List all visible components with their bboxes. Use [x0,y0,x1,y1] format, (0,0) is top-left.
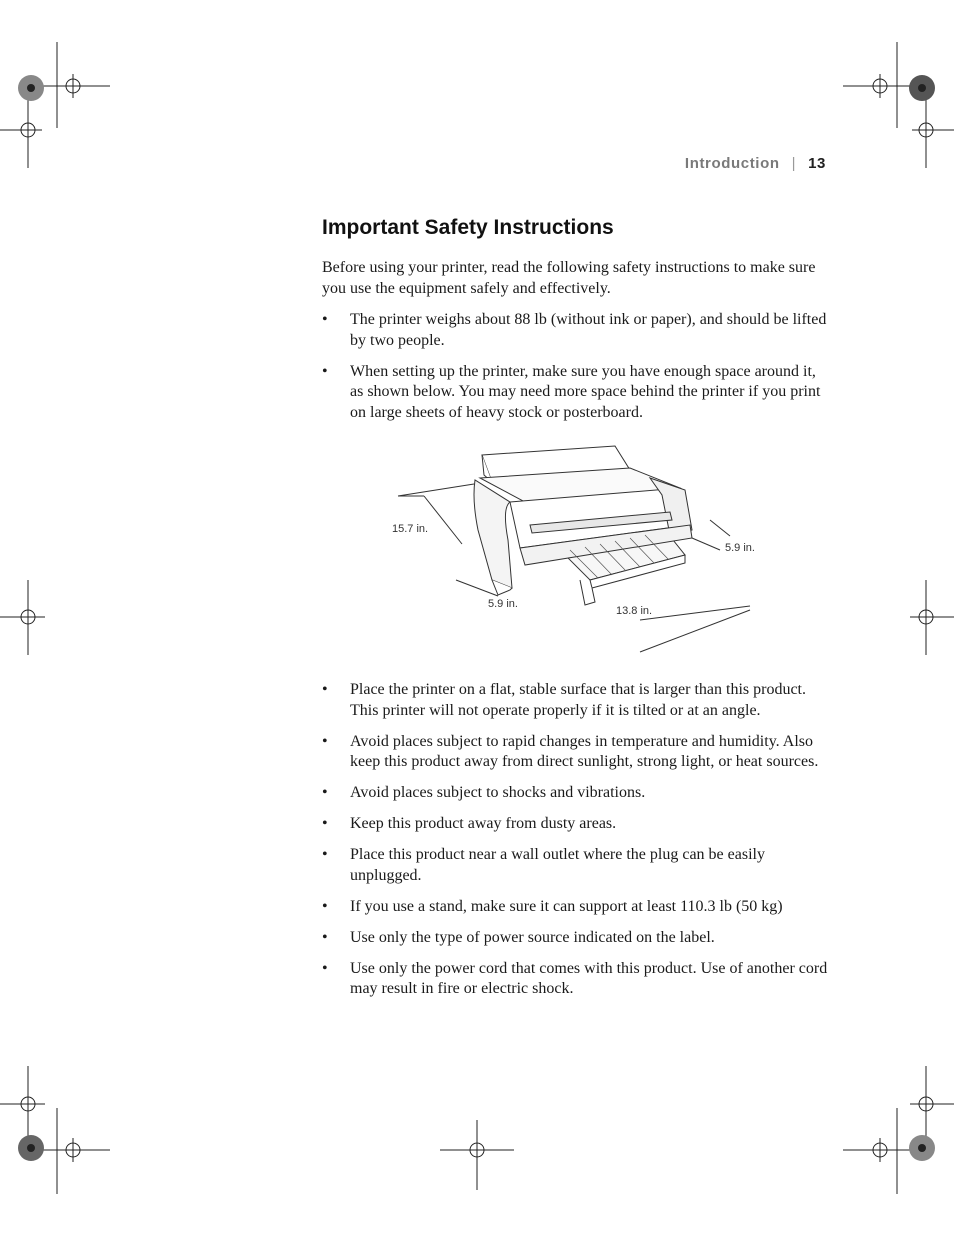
bullet-icon: • [322,362,328,380]
bullet-list-bottom [322,680,832,1010]
list-item [322,680,832,721]
bullet-icon: • [322,681,328,698]
intro-paragraph: Before using your printer, read the following safety instructions to make sure you use the equipment safely and effectively. [322,259,816,297]
list-item-text: Keep this product away from dusty areas. [350,815,617,832]
list-item [322,897,832,918]
header-separator: | [791,155,797,172]
list-item-text: Avoid places subject to shocks and vibrations. [350,784,646,801]
list-item-text: Use only the type of power source indicated on the label. [350,928,715,946]
printer-clearance-illustration [380,440,780,660]
list-item-text: The printer weighs about 88 lb (without ink or paper), and should be lifted by two people. [350,311,827,349]
bullet-icon: • [322,732,328,750]
list-item [322,362,832,424]
bullet-icon: • [322,959,328,977]
list-item [322,732,832,773]
list-item-text: Use only the power cord that comes with this product. Use of another cord may result in fire or electric shock. [350,959,828,997]
page-title: Important Safety Instructions [322,216,614,239]
list-item [322,310,832,351]
bullet-icon: • [322,846,328,863]
bullet-icon: • [322,815,328,832]
list-item-text: If you use a stand, make sure it can support at least 110.3 lb (50 kg) [350,897,783,915]
page-number: 13 [808,155,826,172]
bullet-icon: • [322,784,328,801]
dimension-left: 5.9 in. [488,598,518,610]
list-item-text: When setting up the printer, make sure you have enough space around it, as shown below. You may need more space behind the printer if you print on large sheets of heavy stock or posterboard. [350,362,821,421]
section-name: Introduction [684,155,780,172]
running-header [685,155,826,172]
dimension-back: 15.7 in. [392,523,429,535]
bullet-icon: • [322,311,328,328]
list-item [322,845,832,886]
bullet-icon: • [322,928,328,946]
list-item [322,959,832,1000]
bullet-icon: • [322,897,328,915]
list-item-text: Avoid places subject to rapid changes in temperature and humidity. Also keep this product away from direct sunlight, strong light, or heat sources. [350,732,819,770]
list-item [322,783,832,804]
list-item [322,928,832,949]
dimension-right: 5.9 in. [725,542,755,554]
list-item-text: Place this product near a wall outlet where the plug can be easily unplugged. [350,846,765,884]
list-item [322,814,832,835]
dimension-front: 13.8 in. [616,605,653,617]
bullet-list-top [322,310,832,434]
list-item-text: Place the printer on a flat, stable surface that is larger than this product. This printer will not operate properly if it is tilted or at an angle. [350,681,806,719]
